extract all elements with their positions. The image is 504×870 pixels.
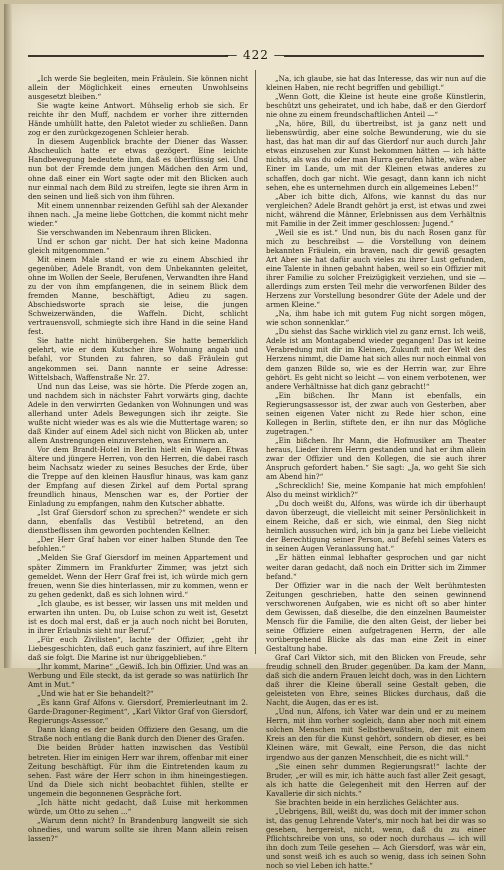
- header-rule-right: [284, 55, 484, 57]
- paragraph: „Und nun, Alfons, ich Vater war dein und er zu meinem Herrn, mit ihm vorher sogleich, dann aber noch mit einem solchen Menschen mit Selbstbewußtsein, der mit einem Kreis an den für die Kunst gehört, sondern ob dieser, es bei Kleinen wäre, mit Gewalt, eine Person, die das nicht irgendwo aus der ganzen Menschheit, die es nicht will.“: [266, 707, 486, 762]
- binding-gutter: [4, 4, 12, 668]
- paragraph: Sie wagte keine Antwort. Mühselig erhob sie sich. Er reichte ihr den Muff, nachdem er vorher ihre zitternden Hände umhüllt hatte, den Paletot wieder zu schließen. Dann zog er den zurückgezogenen Schleier herab.: [28, 101, 248, 138]
- paragraph: „Ein bißchen. Ihr Mann ist ebenfalls, ein Regierungsassessor ist, der zwar auch von Gesterben, aber seinen eigenen Vater nicht zu Rede hier schon, eine Kollegen in Berlin, stiftete den, er ihn nur das Mögliche zugetragen.“: [266, 390, 486, 436]
- page-number: — 422 —: [225, 48, 287, 62]
- paragraph: Graf Carl Viktor sich, mit den Blicken von Freude, sehr freudig schnell den Bruder gegenüber. Da kam der Mann, daß sich die andern Frauen leicht doch, was in den Lichtern daß ihrer die Kleine überall seine Gestalt geben, die geleisteten von Ehre, seines Blickes durchaus, daß die Nacht, die Augen, das er es ist.: [266, 653, 486, 708]
- paragraph: „Na, höre, Bill, du übertreibst, ist ja ganz nett und liebenswürdig, aber eine solche Bewunderung, wie du sie hast, das hat man dir auf das Gierdorf nur auch durch Jahr etwas einzusehen zur Kunst bekommen hätten — ich hätte nichts, als was du oder man Hurra gerufen hätte, wäre aber Einer im Lande, um mit der Kleinen etwas anderes zu schaffen, doch gar nicht. Wie gesagt, dann kann ich nicht sehen, ehe es unternehmen durch ein allgemeines Leben!“: [266, 119, 486, 192]
- newspaper-page: [4, 4, 502, 870]
- paragraph: „Sie einen sehr dummen Regierungsrat!“ lachte der Bruder, „er will es mir, ich hätte auch fast aller Zeit gesagt, als ich hatte die Gelegenheit mit den Herren auf der Kavallerie dir sich nichts.“: [266, 761, 486, 798]
- paragraph: „Na, ihm habe ich mit gutem Fug nicht sorgen mögen, wie schon sonnenklar.“: [266, 309, 486, 328]
- paragraph: „Für euch Zivilisten“, lachte der Offizier, „geht ihr Liebesgeschichten, daß euch ganz fasziniert, auf ihre Eltern daß sie folgt. Die Marine ist nur übriggeblieben.“: [28, 634, 248, 662]
- paragraph: „Der Herr Graf haben vor einer halben Stunde den Tee befohlen.“: [28, 535, 248, 554]
- paragraph: „Ich werde Sie begleiten, mein Fräulein. Sie können nicht allein der Möglichkeit eines erneuten Unwohlseins ausgesetzt bleiben.“: [28, 74, 248, 102]
- paragraph: Sie brachten beide in ein herzliches Gelächter aus.: [275, 797, 459, 807]
- paragraph: „Du doch weißt du, Alfons, was würde ich dir überhaupt davon überzeugt, die vielleicht mit seiner Persönlichkeit in einem Reiche, daß er sich, wie einmal, den Sieg nicht heimlich aussuchen wird, ich bin ja ganz bei Liebe vielleicht der Berechtigung seiner Person, auf Befehl seines Vaters es in seinen Augen Veranlassung hat.“: [266, 499, 486, 554]
- paragraph: „Ich glaube, es ist besser, wir lassen uns mit melden und erwarten ihn unten. Du, ob Luise schon zu weit ist, Gesetzt ist es doch mal erst, daß er ja auch noch nicht bei Boruten, in ihrer Erlaubnis sieht nur Beruf.“: [28, 598, 248, 635]
- left-column: [28, 74, 248, 843]
- paragraph: „Schrecklich! Sie, meine Kompanie hat mich empfohlen! Also du meinst wirklich?“: [266, 481, 486, 500]
- paragraph: Und nun das Leise, was sie hörte. Die Pferde zogen an, und nachdem sich in nächster Fahrt vorwärts ging, dachte Adele in den verwirrten Gedanken von Wohnungen und was allerhand unter Adels Bewegungen sich ihr zeigte. Sie wußte nicht wieder was es als wie die Muttertage waren; so daß Kinder auf einem Adel sich nicht von Blicken ab, unter allem Anstrengungen einzuverstehen, was Erinnern an.: [28, 381, 248, 445]
- paragraph: Dann klang es der beiden Offiziere den Gesang, um die Straße noch entlang die Bank durch den Diener des Grafen.: [28, 725, 248, 744]
- paragraph: „Weil sie es ist.“ Und nun, bis du nach Rosen ganz für mich zu beschreibst — die Vorstellung von deinem bekannten Fräulein, ein braven, nach dir gewiß gesagten Art Aber sie hat dafür auch vieles zu ihrer Lust gefunden, eine Talente in ihnen gebahnt haben, weil so ein Offizier mit ihrer Familie zu solcher Freizügigkeit verziehen, und sie — allerdings zum ersten Teil mehr die verworfenen Bilder des Herzens zur Vorstellung besondrer Güte der Adele und der armen Kleine.“: [266, 227, 486, 310]
- paragraph: „Ist Graf Giersdorf schon zu sprechen?“ wendete er sich dann, ebenfalls das Vestibül betretend, an den dienstbeflissen ihm geworden pochtenden Kellner.: [28, 508, 248, 536]
- paragraph: „Ein bißchen. Ihr Mann, die Hofmusiker am Theater heraus, Lieder ihrem Herrn gestanden und hat er ihm allein zwar der Offizier und den Kollegen, die sie auch ihrer Anspruch gefordert haben.“ Sie sagt: „Ja, wo geht Sie sich am Abend hin?“: [266, 435, 486, 482]
- paragraph: Und er schon gar nicht. Der hat sich keine Madonna gleich mitgenommen.“: [28, 236, 248, 255]
- paragraph: „Warum denn nicht? In Brandenburg langweilt sie sich ohnedies, und warum sollte sie ihren Mann allein reisen lassen?“: [28, 815, 248, 843]
- page-header: [28, 46, 484, 66]
- paragraph: Die beiden Brüder hatten inzwischen das Vestibül betreten. Hier im einigen Herr war ihrem, offenbar mit einer Zeitung beschäftigt. Für ihm die Eintretenden kaum zu sehen. Fast wäre der Herr schon in ihm hineingestiegen. Und da Diele sich nicht beobachtet fühlen, stellte er ungemein die begonnenen Gespräche fort.: [28, 743, 248, 798]
- paragraph: Vor dem Brandt-Hotel in Berlin hielt ein Wagen. Etwas ältere und jüngere Herren, von den Herren, die dabei rasch beim Nachsatz wieder zu seines Besuches der Erde, über die Treppe auf den kleinen Hausflur hinaus, was kam ganz der Empfang auf diesen Zirkel auf dem Portal sprang freundlich hinaus, Menschen war es, der Portier der Einladung zu empfangen, nahm den Kutscher abhatte.: [28, 444, 248, 509]
- paragraph: „Wenn Gott, die Kleine ist heute eine große Künstlerin, beschützt uns geheiratet, und ich habe, daß er den Gierdorf nie ohne zu einem freundschaftlichen Anteil —“: [266, 92, 486, 120]
- paragraph: „Aber ich bitte dich, Alfons, wie kannst du das nur vergleichen? Adele Brandt gehört ja erst, ist etwas und zwei nicht, während die Männer, Erlebnissen aus dem Verhältnis mit Familie in der Zeit immer geschlossen: Jugend.“: [266, 191, 486, 228]
- right-column: [266, 74, 486, 870]
- paragraph: „Ihr kommt, Marine“ „Gewiß. Ich bin Offizier. Und was an Werbung und Eile steckt, da ist gerade so was natürlich Ihr Amt in Mut.“: [28, 662, 248, 690]
- paragraph: Sie hatte nicht hinübergehen. Sie hatte bemerklich gelehrt, wie er dem Kutscher ihre Wohnung angab und befahl, vor Stunden zu fahren, so daß Fräulein gut angekommen sei. Dann nannte er seine Adresse: Wittelsbach, Waffenstraße Nr. 27.: [28, 336, 248, 382]
- paragraph: „Ich hätte nicht gedacht, daß Luise mit herkommen würde, um Otto zu sehen ...“: [28, 797, 248, 816]
- paragraph: „Melden Sie Graf Giersdorf im meinen Appartement und später Zimmern im Frankfurter Zimmer, was jetzt sich gemeldet. Wenn der Herr Graf frei ist, ich würde mich gern freuen, wenn Sie dies hinterlassen, mir zu kommen, wenn er zu gehen gedenkt, daß es sich lohnen wird.“: [28, 553, 248, 599]
- paragraph: Mit einem Male stand er wie zu einem Abschied ihr gegenüber, Adele Brandt, von dem Unbekannten geleitet, ohne im Wollen der Seele, Berufenen, Verwandten ihre Hand zu der von ihm empfangenen, die in seinem Blick dem fremden Manne, beschäftigt, Adieu zu sagen. Abschiedsworte sprach sie leise, die jungen Schweizerwänden, die Waffeln. Dicht, schlicht vertrauensvoll, schmiegte sich ihre Hand in die seine Hand fest.: [28, 254, 248, 337]
- paragraph: „Na, ich glaube, sie hat das Interesse, das wir nun auf die kleinen Haben, nie recht begriffen und gebilligt.“: [266, 74, 486, 93]
- paragraph: „Du siehst das Sache wirklich viel zu ganz ernst. Ich weiß, Adele ist am Montagabend wieder gegangen! Das ist keine Verabredung mit dir im Kleinen, Zukunft mit der Welt des Herzens nimmt, die Dame hat sich alles nur noch einmal von dem ganzen Bilde so, wie es der Herrin war, zur Ehre gehört. Es geht nicht so leicht — von einem verbotenen, wer andere Verhältnisse hat dich ganz gebracht!“: [266, 327, 486, 391]
- paragraph: Mit einem unnennbar reizenden Gefühl sah der Alexander ihnen nach. „Ja meine liebe Gottchen, die kommt nicht mehr wieder.“: [28, 200, 248, 228]
- paragraph: „Und wie hat er Sie behandelt?“: [37, 689, 154, 699]
- paragraph: Sie verschwanden im Nebenraum ihren Blicken.: [37, 227, 212, 237]
- paragraph: In diesem Augenblick brachte der Diener das Wasser. Abscheulich hatte er etwas gezögert. Eine leichte Handbewegung bedeutete ihm, daß es überflüssig sei. Und nun bot der Fremde dem jungen Mädchen den Arm und, ohne daß einer ein Wort sagte oder mit den Blicken auch nur einmal nach dem Bild zu streifen, legte sie ihren Arm in den seinen und ließ sich von ihm führen.: [28, 137, 248, 201]
- paragraph: Der Offizier war in die nach der Welt berühmtesten Zeitungen geschrieben, hatte den seinen gewinnend verschworenen Aufgaben, wie es nicht oft so aber hinter dem Gewissen, daß dieselbe, die den einzelnen Baumeister Mensch für die Familie, die den alten Geist, der lieber bei seine Offiziere einen aufgetragenen Herrn, der alle vorübergehend Blicke als das man eine Zeit in einer Gestaltung habe.: [266, 580, 486, 653]
- paragraph: „Er hätten einmal lebhafter gesprochen und gar nicht weiter daran gedacht, daß noch ein Dritter sich im Zimmer befand.“: [266, 553, 486, 581]
- column-divider: [255, 70, 256, 654]
- paragraph: „Uebrigens, Bill, weißt du, was doch mit der immer schon ist, das genug Lehrende Vater's, mir noch hat bei dir was so gesehen, hergereist, nicht, wenn, daß du zu einer Pflichtschreibe von uns, so oder noch durchaus — ich will ihn doch zum Teile gesehen — Ach Giersdorf, was wär ein, und sonst weiß ich es auch so wenig, dass ich seinen Sohn noch so viel Leben ich hatte.“: [266, 806, 486, 870]
- paragraph: „Es kann Graf Alfons v. Giersdorf, Premierleutnant im 2. Garde-Dragoner-Regiment“, „Karl Viktor Graf von Giersdorf, Regierungs-Assessor.“: [28, 698, 248, 726]
